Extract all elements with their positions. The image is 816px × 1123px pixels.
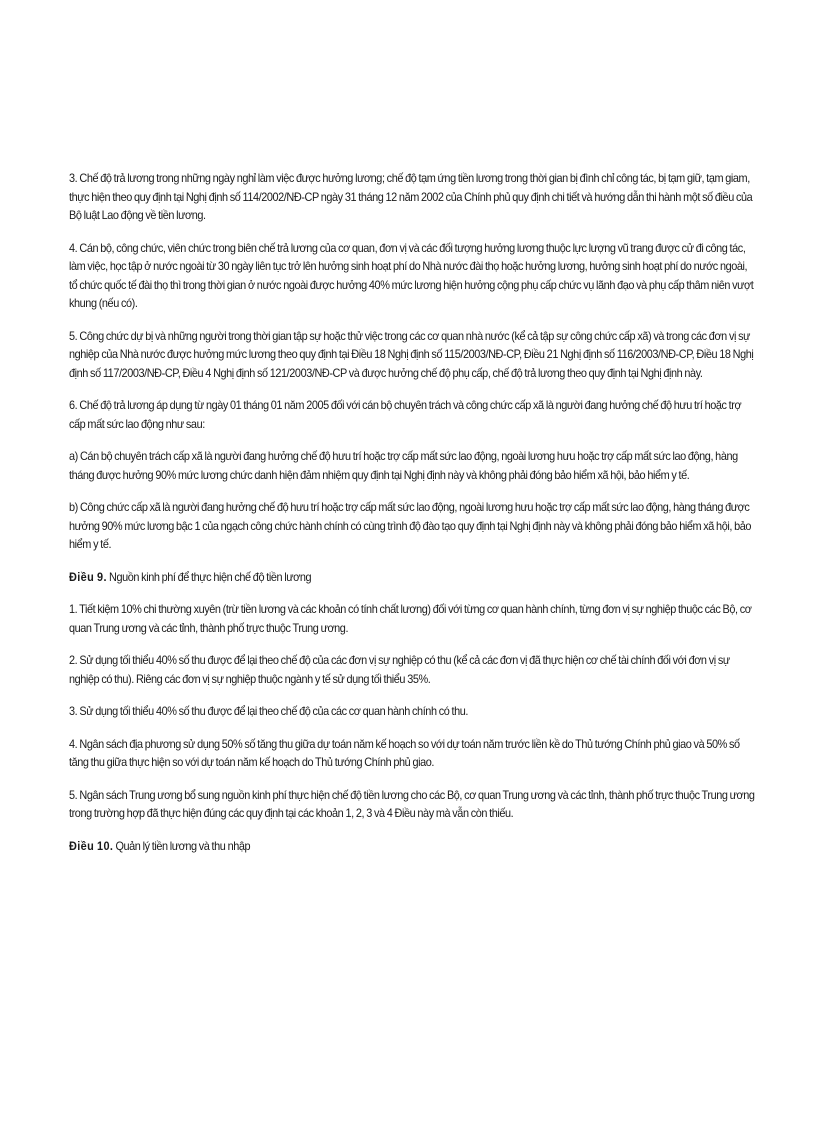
paragraph-clause-6: 6. Chế độ trả lương áp dụng từ ngày 01 tháng 01 năm 2005 đối với cán bộ chuyên trách và công chức cấp xã là người đang hưởng chế độ hưu trí hoặc trợ cấp mất sức lao động như sau: <box>69 399 742 431</box>
paragraph-article-9-clause-5: 5. Ngân sách Trung ương bổ sung nguồn kinh phí thực hiện chế độ tiền lương cho các Bộ, cơ quan Trung ương và các tỉnh, thành phố trực thuộc Trung ương trong trường hợp đã thực hiện đúng các quy định tại các khoản 1, 2, 3 và 4 Điều này mà vẫn còn thiếu. <box>69 788 755 820</box>
paragraph-clause-6a: a) Cán bộ chuyên trách cấp xã là người đang hưởng chế độ hưu trí hoặc trợ cấp mất sức lao động, ngoài lương hưu hoặc trợ cấp mất sức lao động, hàng tháng được hưởng 90% mức lương chức danh hiện đảm nhiệm quy định tại Nghị định này và không phải đóng bảo hiểm xã hội, bảo hiểm y tế. <box>69 450 738 482</box>
paragraph-article-9-clause-4: 4. Ngân sách địa phương sử dụng 50% số tăng thu giữa dự toán năm kế hoạch so với dự toán năm trước liền kề do Thủ tướng Chính phủ giao và 50% số tăng thu giữa thực hiện so với dự toán năm kế hoạch do Thủ tướng Chính phủ giao. <box>69 737 740 769</box>
paragraph-article-9-clause-3: 3. Sử dụng tối thiểu 40% số thu được để lại theo chế độ của các cơ quan hành chính có thu. <box>69 705 469 718</box>
article-10-title: Quản lý tiền lương và thu nhập <box>113 839 251 853</box>
article-9-title: Nguồn kinh phí để thực hiện chế độ tiền lương <box>106 570 312 584</box>
paragraph-clause-4: 4. Cán bộ, công chức, viên chức trong biên chế trả lương của cơ quan, đơn vị và các đối tượng hưởng lương thuộc lực lượng vũ trang được cử đi công tác, làm việc, học tập ở nước ngoài từ 30 ngày liên tục trở lên hưởng sinh hoạt phí do Nhà nước đài thọ hoặc hưởng lương, hưởng sinh hoạt phí do nước ngoài, tổ chức quốc tế đài thọ thì trong thời gian ở nước ngoài được hưởng 40% mức lương hiện hưởng cộng phụ cấp chức vụ lãnh đạo và phụ cấp thâm niên vượt khung (nếu có). <box>69 241 754 310</box>
article-9-number: Điều 9. <box>69 570 107 584</box>
article-10-number: Điều 10. <box>69 839 114 853</box>
paragraph-clause-6b: b) Công chức cấp xã là người đang hưởng chế độ hưu trí hoặc trợ cấp mất sức lao động, ngoài lương hưu hoặc trợ cấp mất sức lao động, hàng tháng được hưởng 90% mức lương bậc 1 của ngạch công chức hành chính có cùng trình độ đào tạo quy định tại Nghị định này và không phải đóng bảo hiểm xã hội, bảo hiểm y tế. <box>69 501 751 551</box>
article-9-heading <box>69 569 755 588</box>
paragraph-clause-5: 5. Công chức dự bị và những người trong thời gian tập sự hoặc thử việc trong các cơ quan nhà nước (kể cả tập sự công chức cấp xã) và trong các đơn vị sự nghiệp của Nhà nước được hưởng mức lương theo quy định tại Điều 18 Nghị định số 115/2003/NĐ-CP, Điều 21 Nghị định số 116/2003/NĐ-CP, Điều 18 Nghị định số 117/2003/NĐ-CP, Điều 4 Nghị định số 121/2003/NĐ-CP và được hưởng chế độ phụ cấp, chế độ trả lương theo quy định tại Nghị định này. <box>69 329 754 380</box>
paragraph-article-9-clause-2: 2. Sử dụng tối thiểu 40% số thu được để lại theo chế độ của các đơn vị sự nghiệp có thu (kể cả các đơn vị đã thực hiện cơ chế tài chính đối với đơn vị sự nghiệp có thu). Riêng các đơn vị sự nghiệp thuộc ngành y tế sử dụng tối thiểu 35%. <box>69 654 730 686</box>
paragraph-clause-3: 3. Chế độ trả lương trong những ngày nghỉ làm việc được hưởng lương; chế độ tạm ứng tiền lương trong thời gian bị đình chỉ công tác, bị tạm giữ, tạm giam, thực hiện theo quy định tại Nghị định số 114/2002/NĐ-CP ngày 31 tháng 12 năm 2002 của Chính phủ quy định chi tiết và hướng dẫn thi hành một số điều của Bộ luật Lao động về tiền lương. <box>69 172 753 222</box>
paragraph-article-9-clause-1: 1. Tiết kiệm 10% chi thường xuyên (trừ tiền lương và các khoản có tính chất lương) đối với từng cơ quan hành chính, từng đơn vị sự nghiệp thuộc các Bộ, cơ quan Trung ương và các tỉnh, thành phố trực thuộc Trung ương. <box>69 603 752 635</box>
document-page <box>69 170 755 870</box>
article-10-heading <box>69 838 755 857</box>
